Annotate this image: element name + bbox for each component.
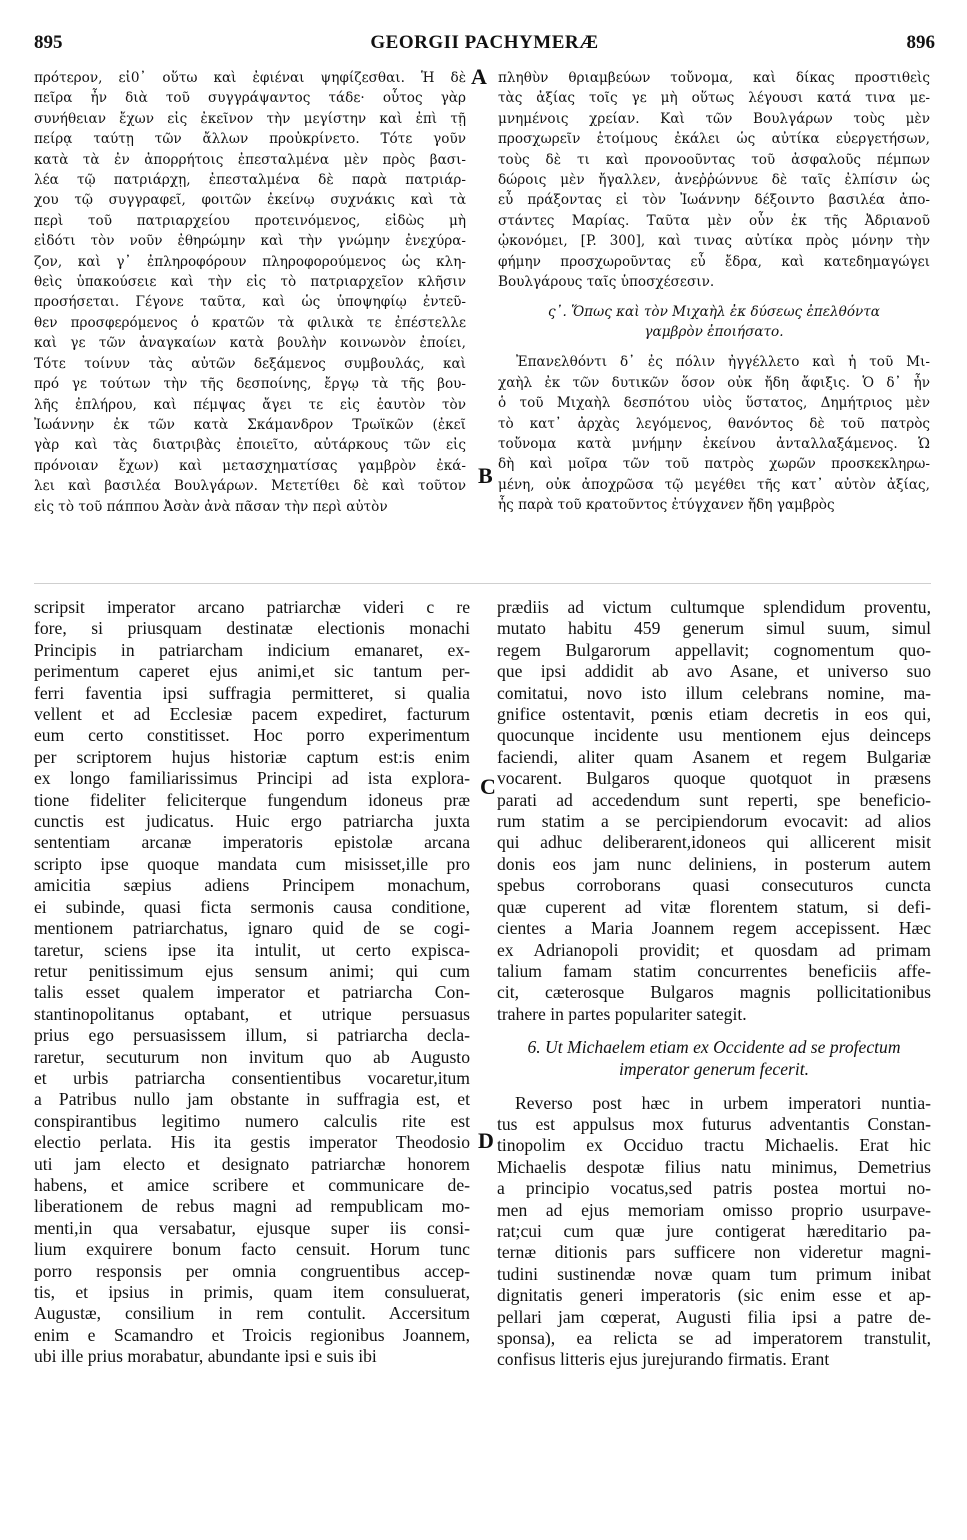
text-line: χαὴλ ἐκ τῶν δυτικῶν ὅσον οὐκ ἤδη ἄφιξις. Ὁ δ᾽ ἦν: [498, 374, 930, 391]
text-line: tudini sustinendæ novæ quam tum primum inibat: [497, 1263, 931, 1284]
margin-marker-d: D: [478, 1128, 494, 1153]
text-line: dignitatis generi imperatoris (sic enim esse et ap-: [497, 1285, 931, 1306]
text-line: 6. Ut Michaelem etiam ex Occidente ad se profectum: [527, 1037, 901, 1058]
text-line: habens, et amice scribere et communicare de-: [34, 1174, 470, 1195]
text-line: πληθὺν θριαμβεύων τοὔνομα, καὶ δίκας προστιθεὶς: [498, 70, 930, 86]
text-line: confisus litteris ejus jurejurando firmatis. Erant: [497, 1349, 830, 1370]
greek-column-right: [498, 68, 930, 516]
text-line: εὖ πράξοντας εἰ τὸν Ἰωάννην δέξοιντο βασιλέα ἀπο-: [498, 192, 930, 209]
text-line: γὰρ καὶ τὰς διατριβὰς ἐποιεῖτο, αὐτάρκους τῶν εἰς: [34, 437, 466, 454]
text-line: δὴ καὶ μοῖρα τῶν τοῦ πατρὸς χωρῶν προσκεκληρω-: [498, 456, 930, 473]
text-line: φήμην προσχωροῦντας εὖ ἔδρα, καὶ κατεδημαγώγει: [498, 253, 930, 270]
text-line: quocunque incidente usu mentionem ejus deinceps: [497, 725, 931, 746]
text-line: raretur, secuturum non invitum quo ab Augusto: [34, 1046, 470, 1067]
margin-marker-c: C: [480, 774, 496, 799]
page-number-left: 895: [34, 32, 63, 53]
text-line: Principis in patriarcham indicium emanaret, ex-: [34, 639, 470, 660]
text-line: quæ cuperent ad vitæ florentem statum, si defi-: [497, 896, 931, 917]
text-line: lium exquirere bonum facto censuit. Horum tunc: [34, 1239, 470, 1260]
text-line: προσήσεται. Γέγονε ταῦτα, καὶ ὡς ὑποψηφίῳ ἐντεῦ-: [34, 294, 466, 311]
text-line: men ad ejus memoriam omisso proprio usurpave-: [497, 1199, 931, 1220]
text-line: γαμβρὸν ἐποιήσατο.: [644, 324, 784, 341]
text-line: rum statim a se percipiendorum evocavit: ad alios: [497, 811, 931, 832]
text-line: vellent et ad Ecclesiæ pacem expediret, facturum: [34, 704, 470, 725]
text-line: ἧς παρὰ τοῦ κρατοῦντος ἐτύγχανεν ἤδη γαμβρὸς: [498, 497, 835, 514]
text-line: prædiis ad victum cultumque splendidum proventu,: [497, 597, 931, 617]
text-line: τοὔνομα κατὰ μνήμην ἐκείνου ἀνταλλαξάμενος. Ὡ: [498, 435, 930, 452]
text-line: προσχωρεῖν ἑτοίμους ἐκάλει ὡς αὐτίκα εὐεργετήσων,: [498, 131, 930, 148]
text-line: [498, 292, 930, 302]
text-line: μένη, οὐκ ἀποχρῶσα τῷ μεγέθει τῆς κατ᾽ αὐτὸν ἀξίας,: [498, 476, 930, 493]
text-line: mutato habitu 459 generum simul suum, simul: [497, 618, 931, 639]
text-line: menti,in qua versabatur, ejusque super iis consi-: [34, 1217, 470, 1238]
text-line: [497, 1025, 931, 1037]
text-line: ferri faventia ipsi suffragia permitteret, si qualia: [34, 682, 470, 703]
text-line: sponsa), ea relicta se ad imperatorem transtulit,: [497, 1328, 931, 1349]
text-line: λῆς ἐπλήρου, καὶ πέμψας ἄγει τε εἰς ἑαυτὸν τὸν: [34, 396, 466, 413]
text-line: gnifice ostentavit, pœnis etiam decretis in eos qui,: [497, 704, 931, 725]
text-line: ex Adrianopoli providit; et quosdam ad primam: [497, 939, 931, 960]
text-line: πρόνοιαν ἔχων) καὶ μετασχηματίσας γαμβρὸν ἐκά-: [34, 457, 466, 474]
text-line: scripto ipse quoque mandata cum misisset,ille pro: [34, 853, 470, 874]
text-line: Τότε τοίνυν τὰς αὐτῶν δεξάμενος συμβουλάς, καὶ: [34, 355, 466, 372]
text-line: μνημένοις χρείαν. Καὶ τῶν Βουλγάρων τοὺς μὲν: [498, 110, 930, 127]
section-divider: [34, 583, 931, 584]
text-line: cientes a Maria Joannem regem accepissent. Hæc: [497, 918, 931, 939]
text-line: cit, cæterosque Bulgaros magnis pollicitationibus: [497, 982, 931, 1003]
text-line: πρότερον, εἰ0᾽ οὕτω καὶ ἐφιέναι ψηφίζεσθαι. Ἡ δὲ: [34, 70, 466, 86]
text-line: fore, si priusquam destinatæ electionis monachi: [34, 618, 470, 639]
text-line: amicitia sæpius adiens Principem monachum,: [34, 875, 470, 896]
text-line: tis, et ipsius in primis, quam item consuluerat,: [34, 1282, 470, 1302]
text-line: τὸ κατ᾽ ἀρχὰς λεγόμενος, θανόντος δὲ τοῦ πατρὸς: [498, 415, 930, 432]
text-line: χου τῷ συγγραφεῖ, φοιτῶν ἐκείνῳ συχνάκις καὶ τὰ: [34, 192, 466, 209]
text-line: qui adhuc deliberarent,idoneos qui allicerent misit: [497, 832, 931, 853]
text-line: perimentum caperet ejus animi,et sic tantum per-: [34, 661, 470, 682]
text-line: enim e Scamandro et Troicis regionibus Joannem,: [34, 1324, 470, 1345]
text-line: λέα τῷ πατριάρχῃ, ἐπεσταλμένα δὲ παρὰ πατριάρ-: [34, 172, 466, 189]
text-line: κατὰ τὰ ἐν ἀπορρήτοις ἐπεσταλμένα μὲν πρὸς βασι-: [34, 151, 466, 168]
text-line: liberationem de rebus magni ad rempublicam mo-: [34, 1196, 470, 1217]
text-line: ternæ ditionis pars sufficere non videretur magni-: [497, 1242, 931, 1263]
text-line: περὶ τοῦ πατριαρχείου προτεινόμενος, εἰδὼς μὴ: [34, 212, 466, 229]
text-line: Reverso post hæc in urbem imperatori nuntia-: [515, 1092, 931, 1113]
greek-column-left: [34, 68, 466, 517]
text-line: sententiam arcanæ imperatoris epistolæ arcana: [34, 832, 470, 853]
text-line: imperator generum fecerit.: [618, 1058, 810, 1079]
text-line: Βουλγάρους ταῖς ὑποσχέσεσιν.: [498, 274, 715, 291]
text-line: καὶ γε τῶν ἀναγκαίων κατὰ βουλὴν κοινωνὸν ἐποίει,: [34, 335, 466, 352]
text-line: stantinopolitanus optabant, et utrique persuasus: [34, 1003, 470, 1024]
text-line: Augustæ, consilium in rem contulit. Accersitum: [34, 1303, 470, 1324]
text-line: cunctis est judicatus. Huic ergo patriarcha juxta: [34, 811, 470, 832]
text-line: tus est appulsus mox futurus adventantis Constan-: [497, 1113, 931, 1134]
text-line: tione fideliter feliciterque fungendum idoneus præ: [34, 789, 470, 810]
text-line: electio perlata. His ita gestis imperator Theodosio: [34, 1132, 470, 1153]
text-line: conspirantibus legitimo numero calculis rite est: [34, 1110, 470, 1131]
text-line: comitatui, novo isto illum celebrans nomine, ma-: [497, 682, 931, 703]
text-line: eum certo constitisset. Hoc porro experimentum: [34, 725, 470, 746]
text-line: πεῖρα ἦν διὰ τοῦ συγγράψαντος τάδε· οὗτος γὰρ: [34, 90, 466, 107]
text-line: λει καὶ βασιλέα Βουλγάρων. Μετετίθει δὲ καὶ τοῦτον: [34, 478, 466, 495]
text-line: [497, 1080, 931, 1092]
text-line: ᾠκονόμει, [P. 300], καὶ τινας αὐτίκα πρὸς μόνην τὴν: [498, 233, 930, 250]
page-header: [34, 32, 935, 56]
text-line: retur penitissimum ejus sensum animi; qui cum: [34, 960, 470, 981]
text-line: que ipsi addidit ab avo Asane, et universo suo: [497, 661, 931, 682]
text-line: ς᾽. Ὅπως καὶ τὸν Μιχαὴλ ἐκ δύσεως ἐπελθόντα: [548, 303, 880, 320]
text-line: et urbis patriarcha consentientibus vocaretur,itum: [34, 1067, 470, 1088]
running-title: GEORGII PACHYMERÆ: [370, 32, 599, 53]
text-line: ὁ τοῦ Μιχαὴλ δεσπότου υἱὸς ὕστατος, Δημήτριος μὲν: [498, 395, 930, 412]
text-line: pellari jam cœperat, Augusti filia ipsi a patre de-: [497, 1306, 931, 1327]
text-line: vocarent. Bulgaros quoque quotquot in præsens: [497, 768, 931, 789]
text-line: τὰς ἀξίας τοῖς γε μὴ οὕτως λέγουσι κατά τινα με-: [498, 90, 930, 107]
text-line: [498, 343, 930, 353]
text-line: ubi ille prius morabatur, abundante ipsi e suis ibi: [34, 1346, 377, 1367]
text-line: mentionem patriarchatus, ignaro quid de se cogi-: [34, 918, 470, 939]
latin-column-left: [34, 597, 470, 1368]
text-line: faciendi, aliter quam Asanem et regem Bulgariæ: [497, 746, 931, 767]
text-line: talium famam statim concurrentes beneficiis affe-: [497, 960, 931, 981]
text-line: δώροις μὲν ἤγαλλεν, ἀνεῤῥώννυε δὲ ταῖς ἐλπίσιν ὡς: [498, 172, 930, 189]
text-line: trahere in partes populariter sategit.: [497, 1003, 747, 1024]
text-line: per scriptorem hujus historiæ captum est:is enim: [34, 746, 470, 767]
text-line: Ἰωάννην ἐκ τῶν κατὰ Σκάμανδρον Τρωϊκῶν (ἐκεῖ: [34, 416, 466, 433]
text-line: talis esset qualem imperator et patriarcha Con-: [34, 982, 470, 1003]
text-line: πείρᾳ ταύτῃ τῶν ἄλλων προὐκρίνετο. Τότε γοῦν: [34, 131, 466, 148]
text-line: tinopolim ex Occiduo tractu Michaelis. Erat hic: [497, 1135, 931, 1156]
text-line: a principio vocatus,sed patris postea mortui no-: [497, 1178, 931, 1199]
margin-marker-b: B: [478, 463, 493, 488]
text-line: πρό γε τούτων τὴν τῆς δεσποίνης, ἔργῳ τὰ τῆς βου-: [34, 376, 466, 393]
text-line: a Patribus nullo jam obstante in suffragia est, et: [34, 1089, 470, 1110]
text-line: θεν προσφερόμενος ὁ κρατῶν τὰ φιλικὰ τε ἐπέστελλε: [34, 314, 466, 331]
margin-marker-a: A: [471, 64, 487, 89]
text-line: Michaelis despotæ filius natu minimus, Demetrius: [497, 1156, 931, 1177]
text-line: ζον, καὶ γ᾽ ἐπληροφόρουν πληροφορούμενος ὡς κλη-: [34, 253, 466, 270]
text-line: regem Bulgarorum appellavit; cognomentum quo-: [497, 639, 931, 660]
page-number-right: 896: [906, 32, 935, 53]
text-line: prius ego persuasissem illum, si patriarcha decla-: [34, 1025, 470, 1046]
text-line: uti jam electo et designato patriarchæ honorem: [34, 1153, 470, 1174]
text-line: scripsit imperator arcano patriarchæ videri c re: [34, 597, 470, 617]
text-line: rat;cui cum quæ jure contigerat hæreditario pa-: [497, 1221, 931, 1241]
text-line: taretur, sciens ipse ita intulit, ut certo expisca-: [34, 939, 470, 960]
text-line: εἰς τὸ τοῦ πάππου Ἀσὰν ἀνὰ πᾶσαν τὴν περὶ αὐτὸν: [34, 498, 388, 515]
text-line: ex longo familiarissimus Principi ad ista explora-: [34, 768, 470, 789]
text-line: στάντες Μαρίας. Ταῦτα μὲν οὖν ἐκ τῆς Ἀδριανοῦ: [498, 212, 930, 229]
text-line: συνήθειαν ἔχων εἰς ἐκεῖνον τὴν μεγίστην καὶ ἐπὶ τῇ: [34, 110, 466, 127]
text-line: parati ad accedendum sunt reperti, spe beneficio-: [497, 789, 931, 810]
text-line: porro responsis per omnia congruentibus accep-: [34, 1260, 470, 1281]
text-line: spebus corroborans quasi consecuturos cuncta: [497, 875, 931, 896]
latin-column-right: [497, 597, 931, 1371]
text-line: ei subinde, quasi ficta sermonis causa conditione,: [34, 896, 470, 917]
text-line: θεὶς ὑπακούσειε καὶ τὴν εἰς τὸ πατριαρχεῖον κλῆσιν: [34, 274, 466, 291]
text-line: εἰδότι τὸν νοῦν ἐθηρώμην καὶ τὴν γνώμην ἐνεχύρα-: [34, 233, 466, 250]
text-line: τοὺς δὲ τι καὶ προνοοῦντας τοῦ ἀσφαλοῦς πέμπων: [498, 151, 930, 168]
text-line: donis eos jam nunc deliniens, in posterum autem: [497, 853, 931, 874]
text-line: Ἐπανελθόντι δ᾽ ἐς πόλιν ἠγγέλλετο καὶ ἡ τοῦ Μι-: [516, 354, 930, 371]
